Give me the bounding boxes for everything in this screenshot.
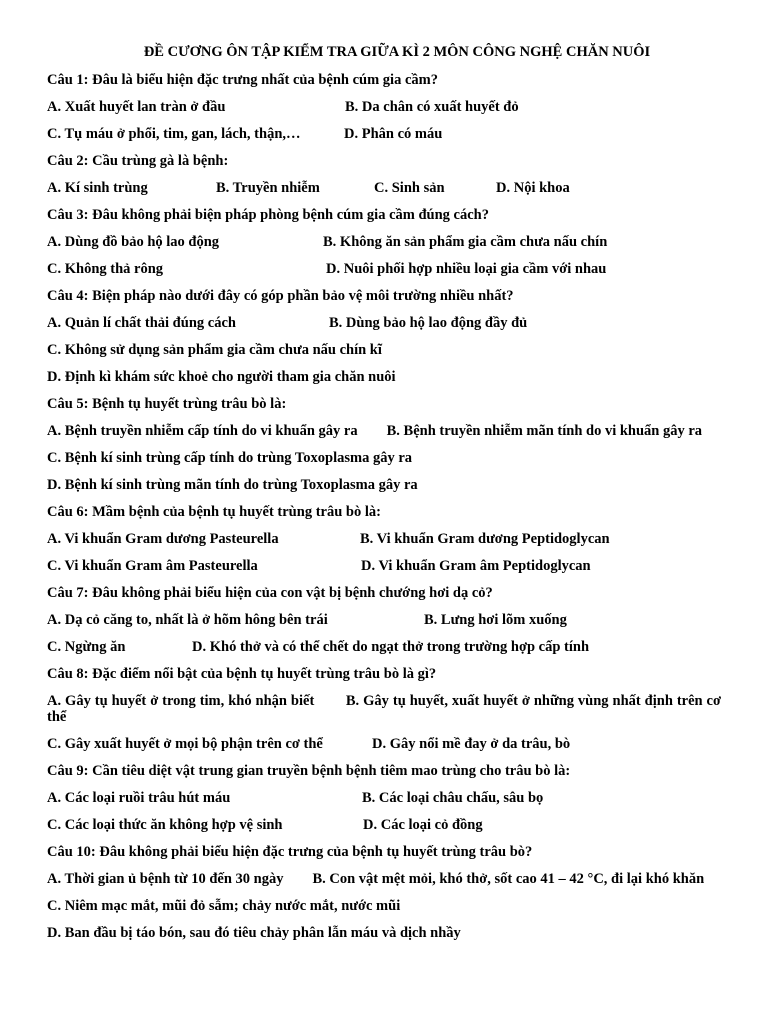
question-3: Câu 3: Đâu không phải biện pháp phòng bệnh cúm gia cầm đúng cách?	[47, 207, 489, 223]
question-6-options-row-2	[47, 552, 721, 579]
question-3-options-row-2	[47, 255, 721, 282]
question-8-option-a: A. Gây tụ huyết ở trong tim, khó nhận biết	[47, 693, 315, 709]
question-8-option-c: C. Gây xuất huyết ở mọi bộ phận trên cơ thể	[47, 736, 323, 752]
question-1-option-c: C. Tụ máu ở phổi, tim, gan, lách, thận,…	[47, 126, 301, 142]
question-9-options-row-2	[47, 811, 721, 838]
question-10-option-c: C. Niêm mạc mắt, mũi đỏ sẫm; chảy nước mắt, nước mũi	[47, 898, 401, 914]
question-4-option-c: C. Không sử dụng sản phẩm gia cầm chưa nấu chín kĩ	[47, 342, 382, 358]
question-8-options-row-2	[47, 730, 721, 757]
question-4-option-a: A. Quản lí chất thải đúng cách	[47, 315, 236, 331]
question-5: Câu 5: Bệnh tụ huyết trùng trâu bò là:	[47, 396, 287, 412]
question-6-options-row-1	[47, 525, 721, 552]
question-7: Câu 7: Đâu không phải biểu hiện của con vật bị bệnh chướng hơi dạ cỏ?	[47, 585, 493, 601]
question-2-option-a: A. Kí sinh trùng	[47, 180, 148, 196]
question-1-options-row-1	[47, 93, 721, 120]
question-7-option-d: D. Khó thở và có thể chết do ngạt thở trong trường hợp cấp tính	[192, 639, 590, 655]
question-8-options-row-1	[47, 687, 721, 730]
question-7-option-b: B. Lưng hơi lõm xuống	[424, 612, 567, 628]
question-10-option-b: B. Con vật mệt mỏi, khó thở, sốt cao 41 – 42 °C, đi lại khó khăn	[312, 871, 705, 887]
question-4-options-row-1	[47, 309, 721, 336]
question-2-options-row	[47, 174, 721, 201]
document-page	[47, 38, 721, 946]
question-9-option-d: D. Các loại cỏ đồng	[363, 817, 483, 833]
question-9-options-row-1	[47, 784, 721, 811]
question-4-option-b: B. Dùng bảo hộ lao động đầy đủ	[329, 315, 528, 331]
question-2-option-b: B. Truyền nhiễm	[216, 180, 320, 196]
question-4-option-d: D. Định kì khám sức khoẻ cho người tham gia chăn nuôi	[47, 369, 396, 385]
question-6-option-c: C. Vi khuẩn Gram âm Pasteurella	[47, 558, 258, 574]
question-5-options-row-1	[47, 417, 721, 444]
question-2: Câu 2: Cầu trùng gà là bệnh:	[47, 153, 229, 169]
question-9-option-b: B. Các loại châu chấu, sâu bọ	[362, 790, 544, 806]
question-6-option-b: B. Vi khuẩn Gram dương Peptidoglycan	[360, 531, 610, 547]
question-6: Câu 6: Mầm bệnh của bệnh tụ huyết trùng trâu bò là:	[47, 504, 381, 520]
question-9: Câu 9: Cần tiêu diệt vật trung gian truyền bệnh bệnh tiêm mao trùng cho trâu bò là:	[47, 763, 571, 779]
question-6-option-d: D. Vi khuẩn Gram âm Peptidoglycan	[361, 558, 591, 574]
question-1-option-d: D. Phân có máu	[344, 126, 443, 142]
question-3-option-d: D. Nuôi phối hợp nhiều loại gia cầm với nhau	[326, 261, 607, 277]
question-3-options-row-1	[47, 228, 721, 255]
question-10: Câu 10: Đâu không phải biểu hiện đặc trưng của bệnh tụ huyết trùng trâu bò?	[47, 844, 533, 860]
question-10-option-d: D. Ban đầu bị táo bón, sau đó tiêu chảy phân lẫn máu và dịch nhầy	[47, 925, 461, 941]
question-1-options-row-2	[47, 120, 721, 147]
question-9-option-c: C. Các loại thức ăn không hợp vệ sinh	[47, 817, 283, 833]
question-3-option-c: C. Không thả rông	[47, 261, 164, 277]
question-5-option-d: D. Bệnh kí sinh trùng mãn tính do trùng Toxoplasma gây ra	[47, 477, 418, 493]
question-3-option-a: A. Dùng đồ bảo hộ lao động	[47, 234, 220, 250]
question-2-option-c: C. Sinh sản	[374, 180, 445, 196]
question-3-option-b: B. Không ăn sản phẩm gia cầm chưa nấu chín	[323, 234, 608, 250]
question-7-options-row-2	[47, 633, 721, 660]
question-8-option-b: B. Gây tụ huyết, xuất huyết ở những vùng nhất định trên cơ thể	[47, 693, 722, 725]
document-title: ĐỀ CƯƠNG ÔN TẬP KIỂM TRA GIỮA KÌ 2 MÔN CÔNG NGHỆ CHĂN NUÔI	[143, 44, 651, 60]
question-5-option-b: B. Bệnh truyền nhiễm mãn tính do vi khuẩn gây ra	[386, 423, 703, 439]
question-1: Câu 1: Đâu là biểu hiện đặc trưng nhất của bệnh cúm gia cầm?	[47, 72, 438, 88]
question-10-options-row-1	[47, 865, 721, 892]
question-1-option-b: B. Da chân có xuất huyết đỏ	[345, 99, 519, 115]
question-9-option-a: A. Các loại ruồi trâu hút máu	[47, 790, 231, 806]
question-5-option-a: A. Bệnh truyền nhiễm cấp tính do vi khuẩn gây ra	[47, 423, 358, 439]
question-10-option-a: A. Thời gian ủ bệnh từ 10 đến 30 ngày	[47, 871, 284, 887]
question-8-option-d: D. Gây nổi mề đay ở da trâu, bò	[372, 736, 571, 752]
question-1-option-a: A. Xuất huyết lan tràn ở đầu	[47, 99, 226, 115]
question-7-options-row-1	[47, 606, 721, 633]
question-5-option-c: C. Bệnh kí sinh trùng cấp tính do trùng Toxoplasma gây ra	[47, 450, 413, 466]
question-8: Câu 8: Đặc điểm nổi bật của bệnh tụ huyết trùng trâu bò là gì?	[47, 666, 437, 682]
question-7-option-c: C. Ngừng ăn	[47, 639, 126, 655]
question-2-option-d: D. Nội khoa	[496, 180, 570, 196]
question-7-option-a: A. Dạ cỏ căng to, nhất là ở hõm hông bên trái	[47, 612, 328, 628]
question-6-option-a: A. Vi khuẩn Gram dương Pasteurella	[47, 531, 279, 547]
question-4: Câu 4: Biện pháp nào dưới đây có góp phần bảo vệ môi trường nhiều nhất?	[47, 288, 514, 304]
